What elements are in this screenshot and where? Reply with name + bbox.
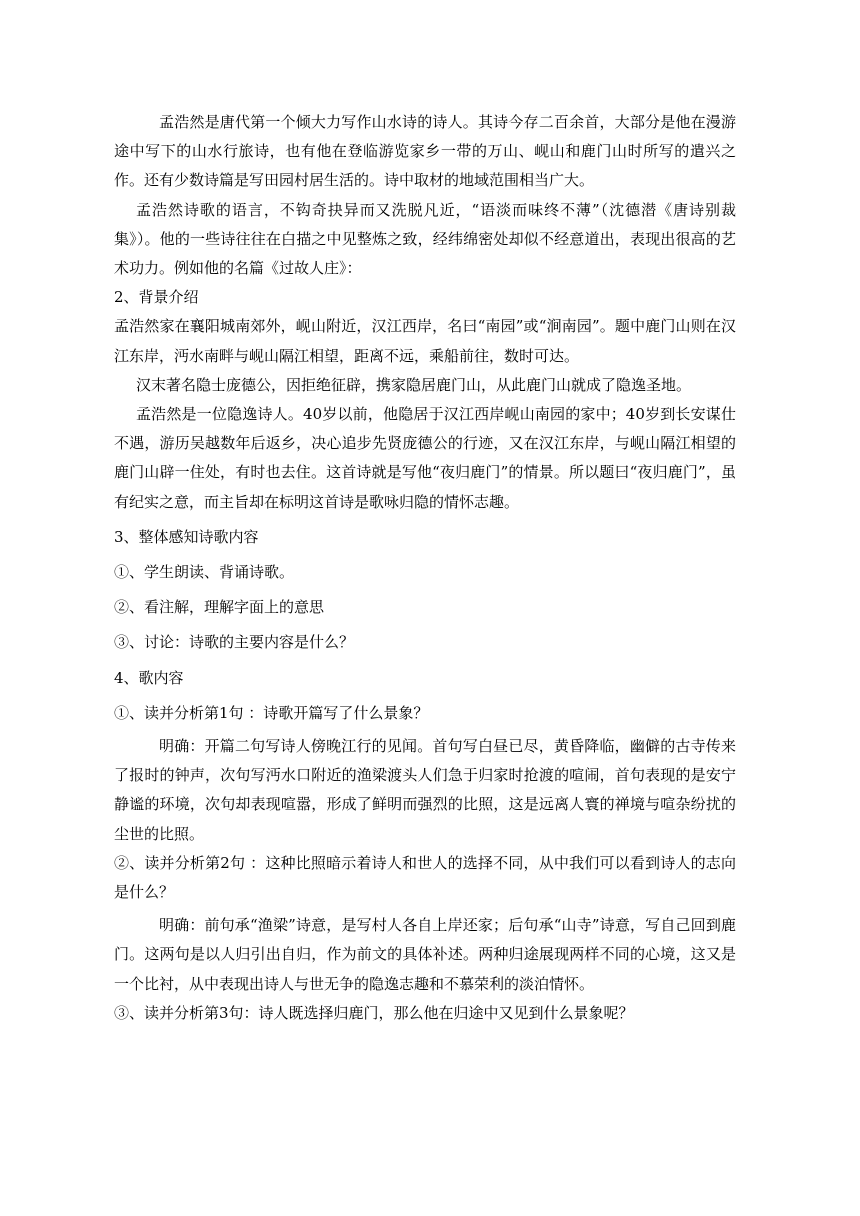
heading-perceive: 3、整体感知诗歌内容 [114,527,259,546]
list-item-notes: ②、看注解，理解字面上的意思 [114,598,325,617]
list-item-read: ①、学生朗读、背诵诗歌。 [114,563,295,582]
answer-1: 明确：开篇二句写诗人傍晚江行的见闻。首句写白昼已尽，黄昏降临，幽僻的古寺传来了报时的钟声，次句写沔水口附近的渔梁渡头人们急于归家时抢渡的喧闹，首句表现的是安宁静谧的环境，次句却表现喧嚣，形成了鲜明而强烈的比照，这是远离人寰的禅境与喧杂纷扰的尘世的比照。 [114,737,736,843]
paragraph-language: 孟浩然诗歌的语言，不钩奇抉异而又洗脱凡近，“语淡而味终不薄”（沈德潜《唐诗别裁集》）。他的一些诗往往在白描之中见整炼之致，经纬绵密处却似不经意道出，表现出很高的艺术功力。例如他的名篇《过故人庄》： [114,200,736,278]
paragraph-intro: 孟浩然是唐代第一个倾大力写作山水诗的诗人。其诗今存二百余首，大部分是他在漫游途中写下的山水行旅诗，也有他在登临游览家乡一带的万山、岘山和鹿门山时所写的遣兴之作。还有少数诗篇是写田园村居生活的。诗中取材的地域范围相当广大。 [114,113,736,190]
answer-2: 明确：前句承“渔梁”诗意，是写村人各自上岸还家；后句承“山寺”诗意，写自己回到鹿门。这两句是以人归引出自归，作为前文的具体补述。两种归途展现两样不同的心境，这又是一个比衬，从中表现出诗人与世无争的隐逸志趣和不慕荣利的淡泊情怀。 [114,916,736,993]
paragraph-home: 孟浩然家在襄阳城南郊外，岘山附近，汉江西岸，名曰“南园”或“涧南园”。题中鹿门山则在汉江东岸，沔水南畔与岘山隔江相望，距离不远，乘船前往，数时可达。 [114,317,736,365]
paragraph-recluse: 孟浩然是一位隐逸诗人。40岁以前，他隐居于汉江西岸岘山南园的家中；40岁到长安谋仕不遇，游历吴越数年后返乡，决心追步先贤庞德公的行迹，又在汉江东岸，与岘山隔江相望的鹿门山辟一住处，有时也去住。这首诗就是写他“夜归鹿门”的情景。所以题曰“夜归鹿门”，虽有纪实之意，而主旨却在标明这首诗是歌咏归隐的情怀志趣。 [114,405,736,511]
question-3: ③、读并分析第3句：诗人既选择归鹿门，那么他在归途中又见到什么景象呢？ [114,1003,634,1022]
paragraph-pang-degong: 汉末著名隐士庞德公，因拒绝征辟，携家隐居鹿门山，从此鹿门山就成了隐逸圣地。 [136,375,692,394]
question-1: ①、读并分析第1句 ：诗歌开篇写了什么景象？ [114,703,429,722]
heading-content: 4、歌内容 [114,668,184,687]
question-2: ②、读并分析第2句 ：这种比照暗示着诗人和世人的选择不同，从中我们可以看到诗人的志向是什么？ [114,853,736,902]
heading-background: 2、背景介绍 [114,288,199,307]
list-item-discuss: ③、讨论：诗歌的主要内容是什么？ [114,633,355,652]
